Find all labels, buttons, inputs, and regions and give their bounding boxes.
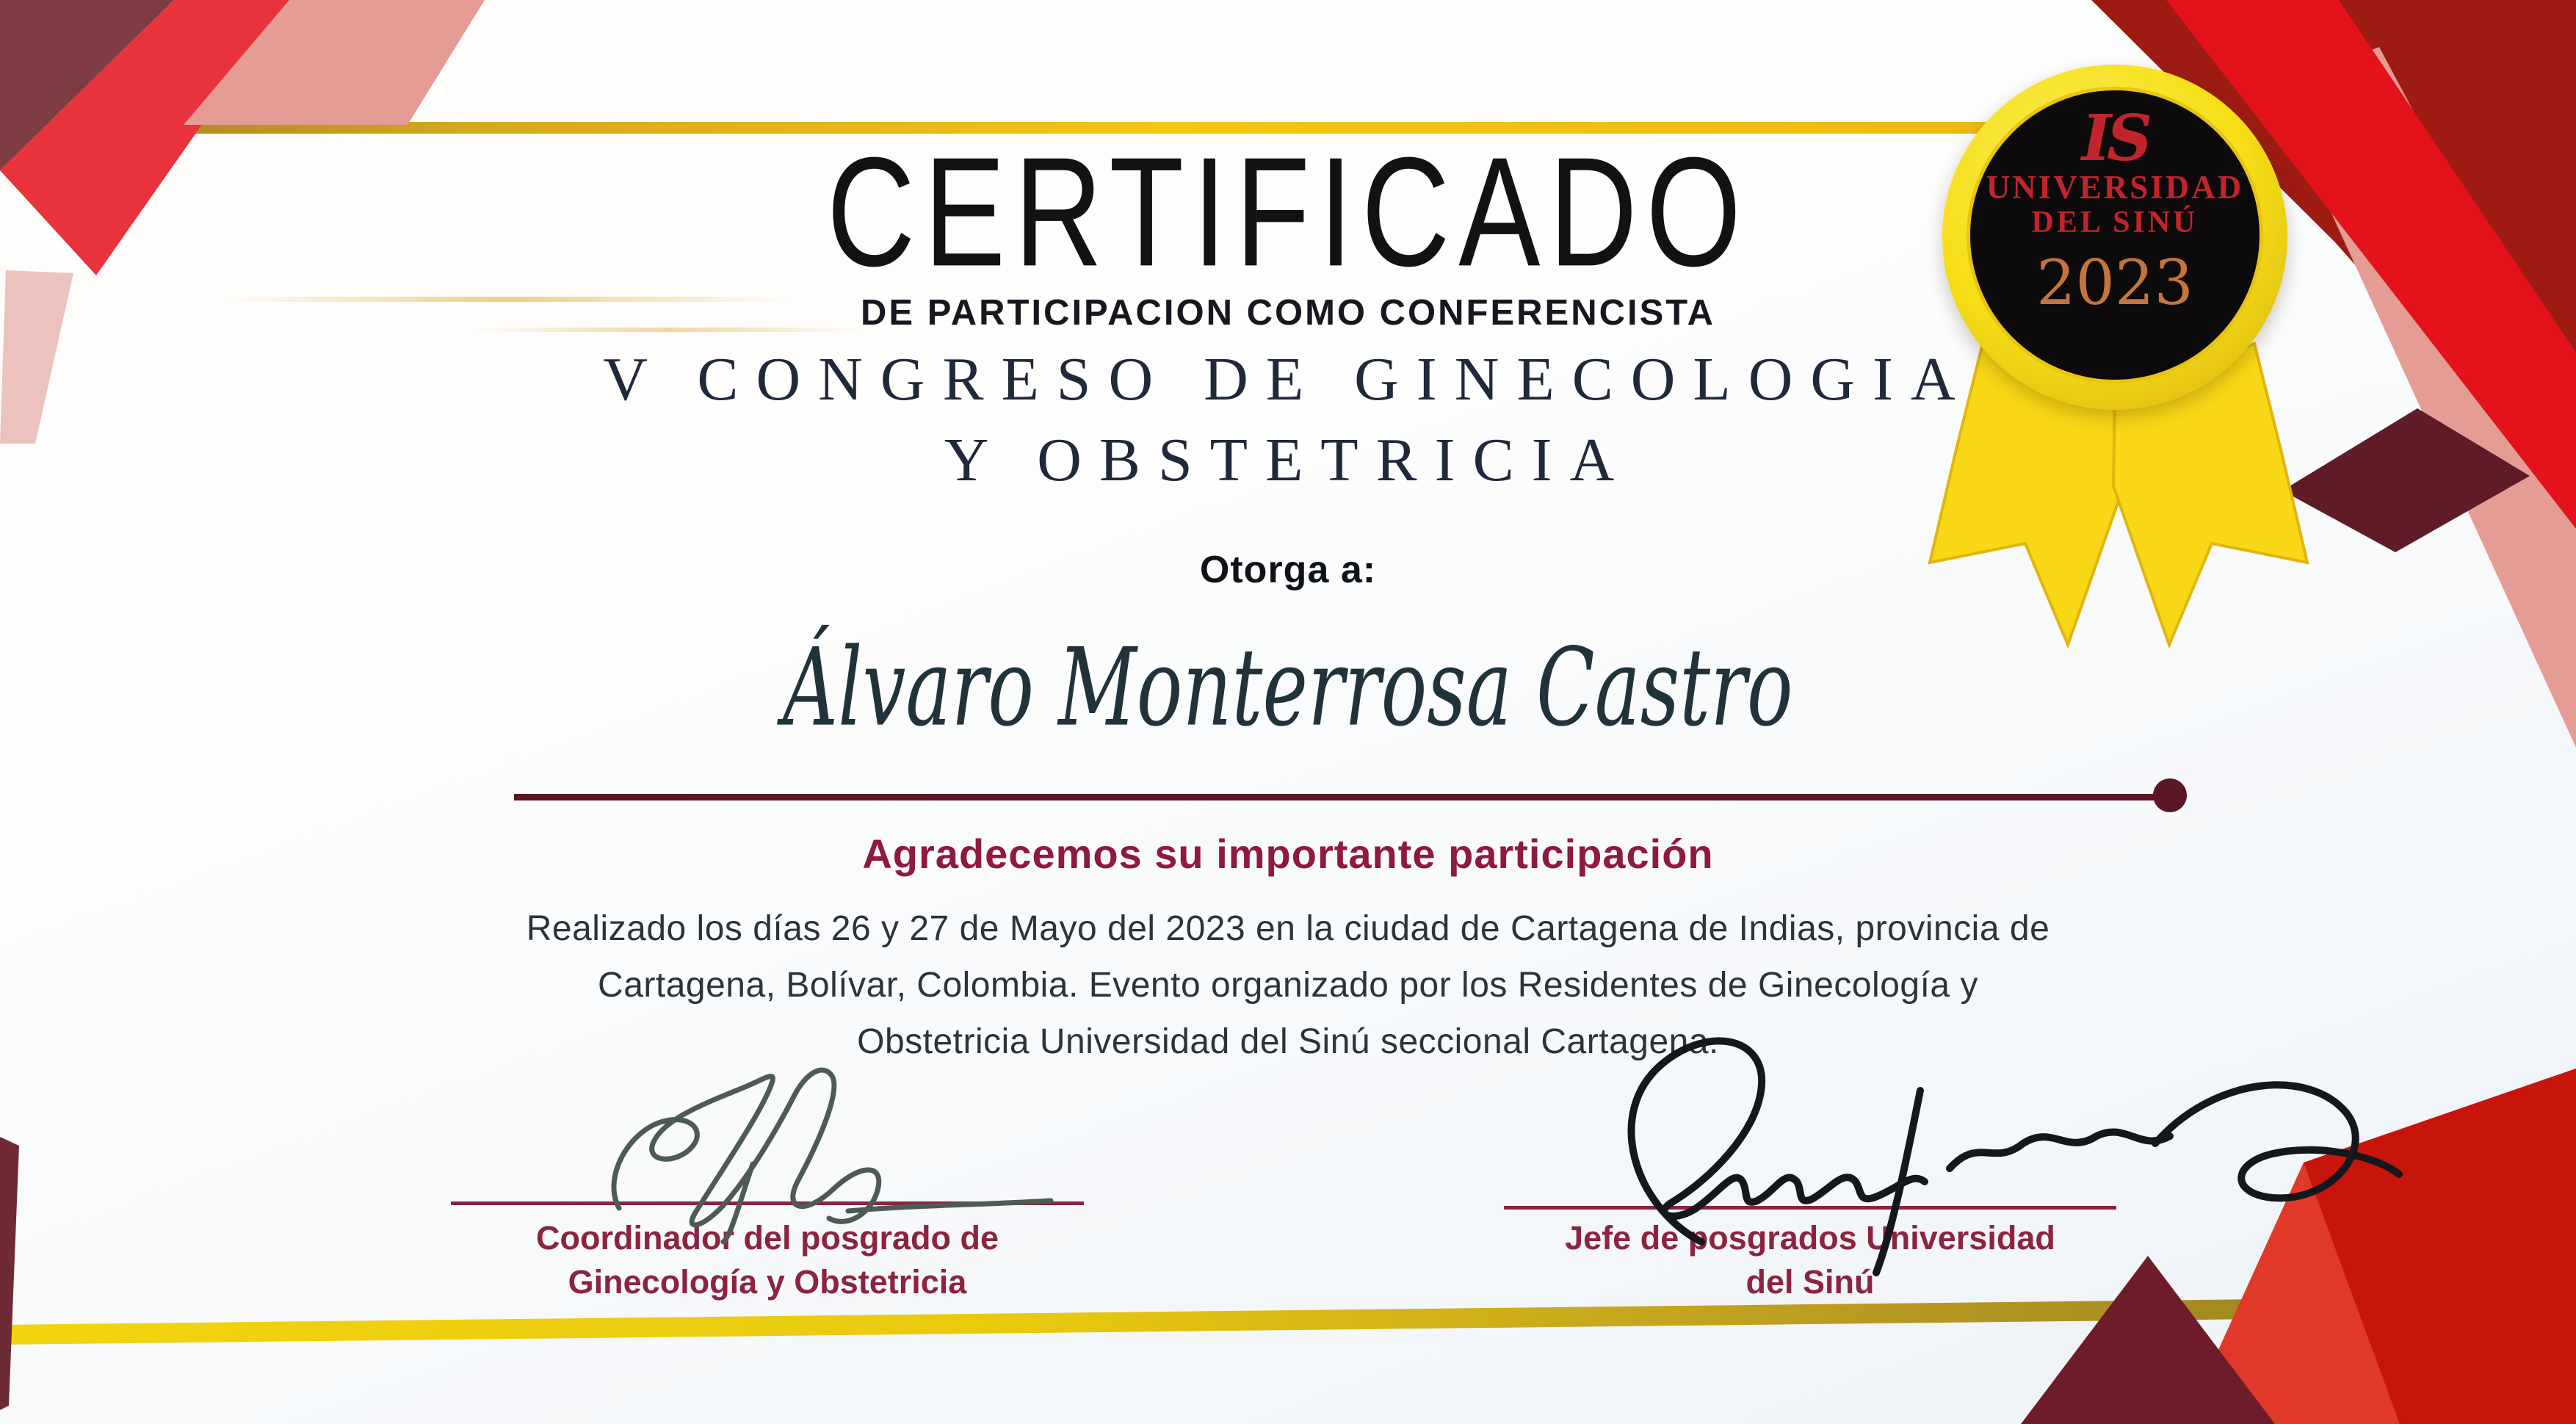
seal-org-line2: DEL SINÚ <box>2031 206 2199 239</box>
university-seal <box>1942 65 2287 410</box>
signer-role-left-line1: Coordinador del posgrado de <box>535 1219 999 1257</box>
grant-label: Otorga a: <box>1199 549 1377 591</box>
body-line-1: Realizado los días 26 y 27 de Mayo del 2023 en la ciudad de Cartagena de Indias, provincia de <box>526 909 2050 948</box>
body-line-3: Obstetricia Universidad del Sinú seccional Cartagena. <box>857 1022 1719 1061</box>
university-logo-icon: IS <box>2081 101 2149 176</box>
signer-role-left-line2: Ginecología y Obstetricia <box>568 1263 967 1301</box>
recipient-name: Álvaro Monterrosa Castro <box>783 626 1793 751</box>
body-line-2: Cartagena, Bolívar, Colombia. Evento organizado por los Residentes de Ginecología y <box>598 966 1978 1005</box>
seal-face <box>1967 87 2263 383</box>
signature-left-ink <box>532 1054 1112 1252</box>
underline-end-dot <box>2153 778 2187 812</box>
signer-role-right-line1: Jefe de posgrados Universidad <box>1565 1219 2055 1257</box>
event-title-line2: Y OBSTETRICIA <box>944 426 1632 494</box>
signer-role-right-line2: del Sinú <box>1745 1263 1875 1301</box>
page-title: CERTIFICADO <box>826 125 1750 299</box>
seal-year: 2023 <box>2036 247 2193 319</box>
seal-org-line1: UNIVERSIDAD <box>1986 169 2244 206</box>
event-title-line1: V CONGRESO DE GINECOLOGIA <box>603 345 1973 413</box>
recipient-underline <box>514 794 2159 800</box>
thanks-line: Agradecemos su importante participación <box>862 831 1714 877</box>
corner-decor-bottom-left <box>0 1137 19 1410</box>
certificate-subtitle: DE PARTICIPACION COMO CONFERENCISTA <box>861 293 1715 333</box>
signature-right-ink <box>1509 1017 2464 1282</box>
